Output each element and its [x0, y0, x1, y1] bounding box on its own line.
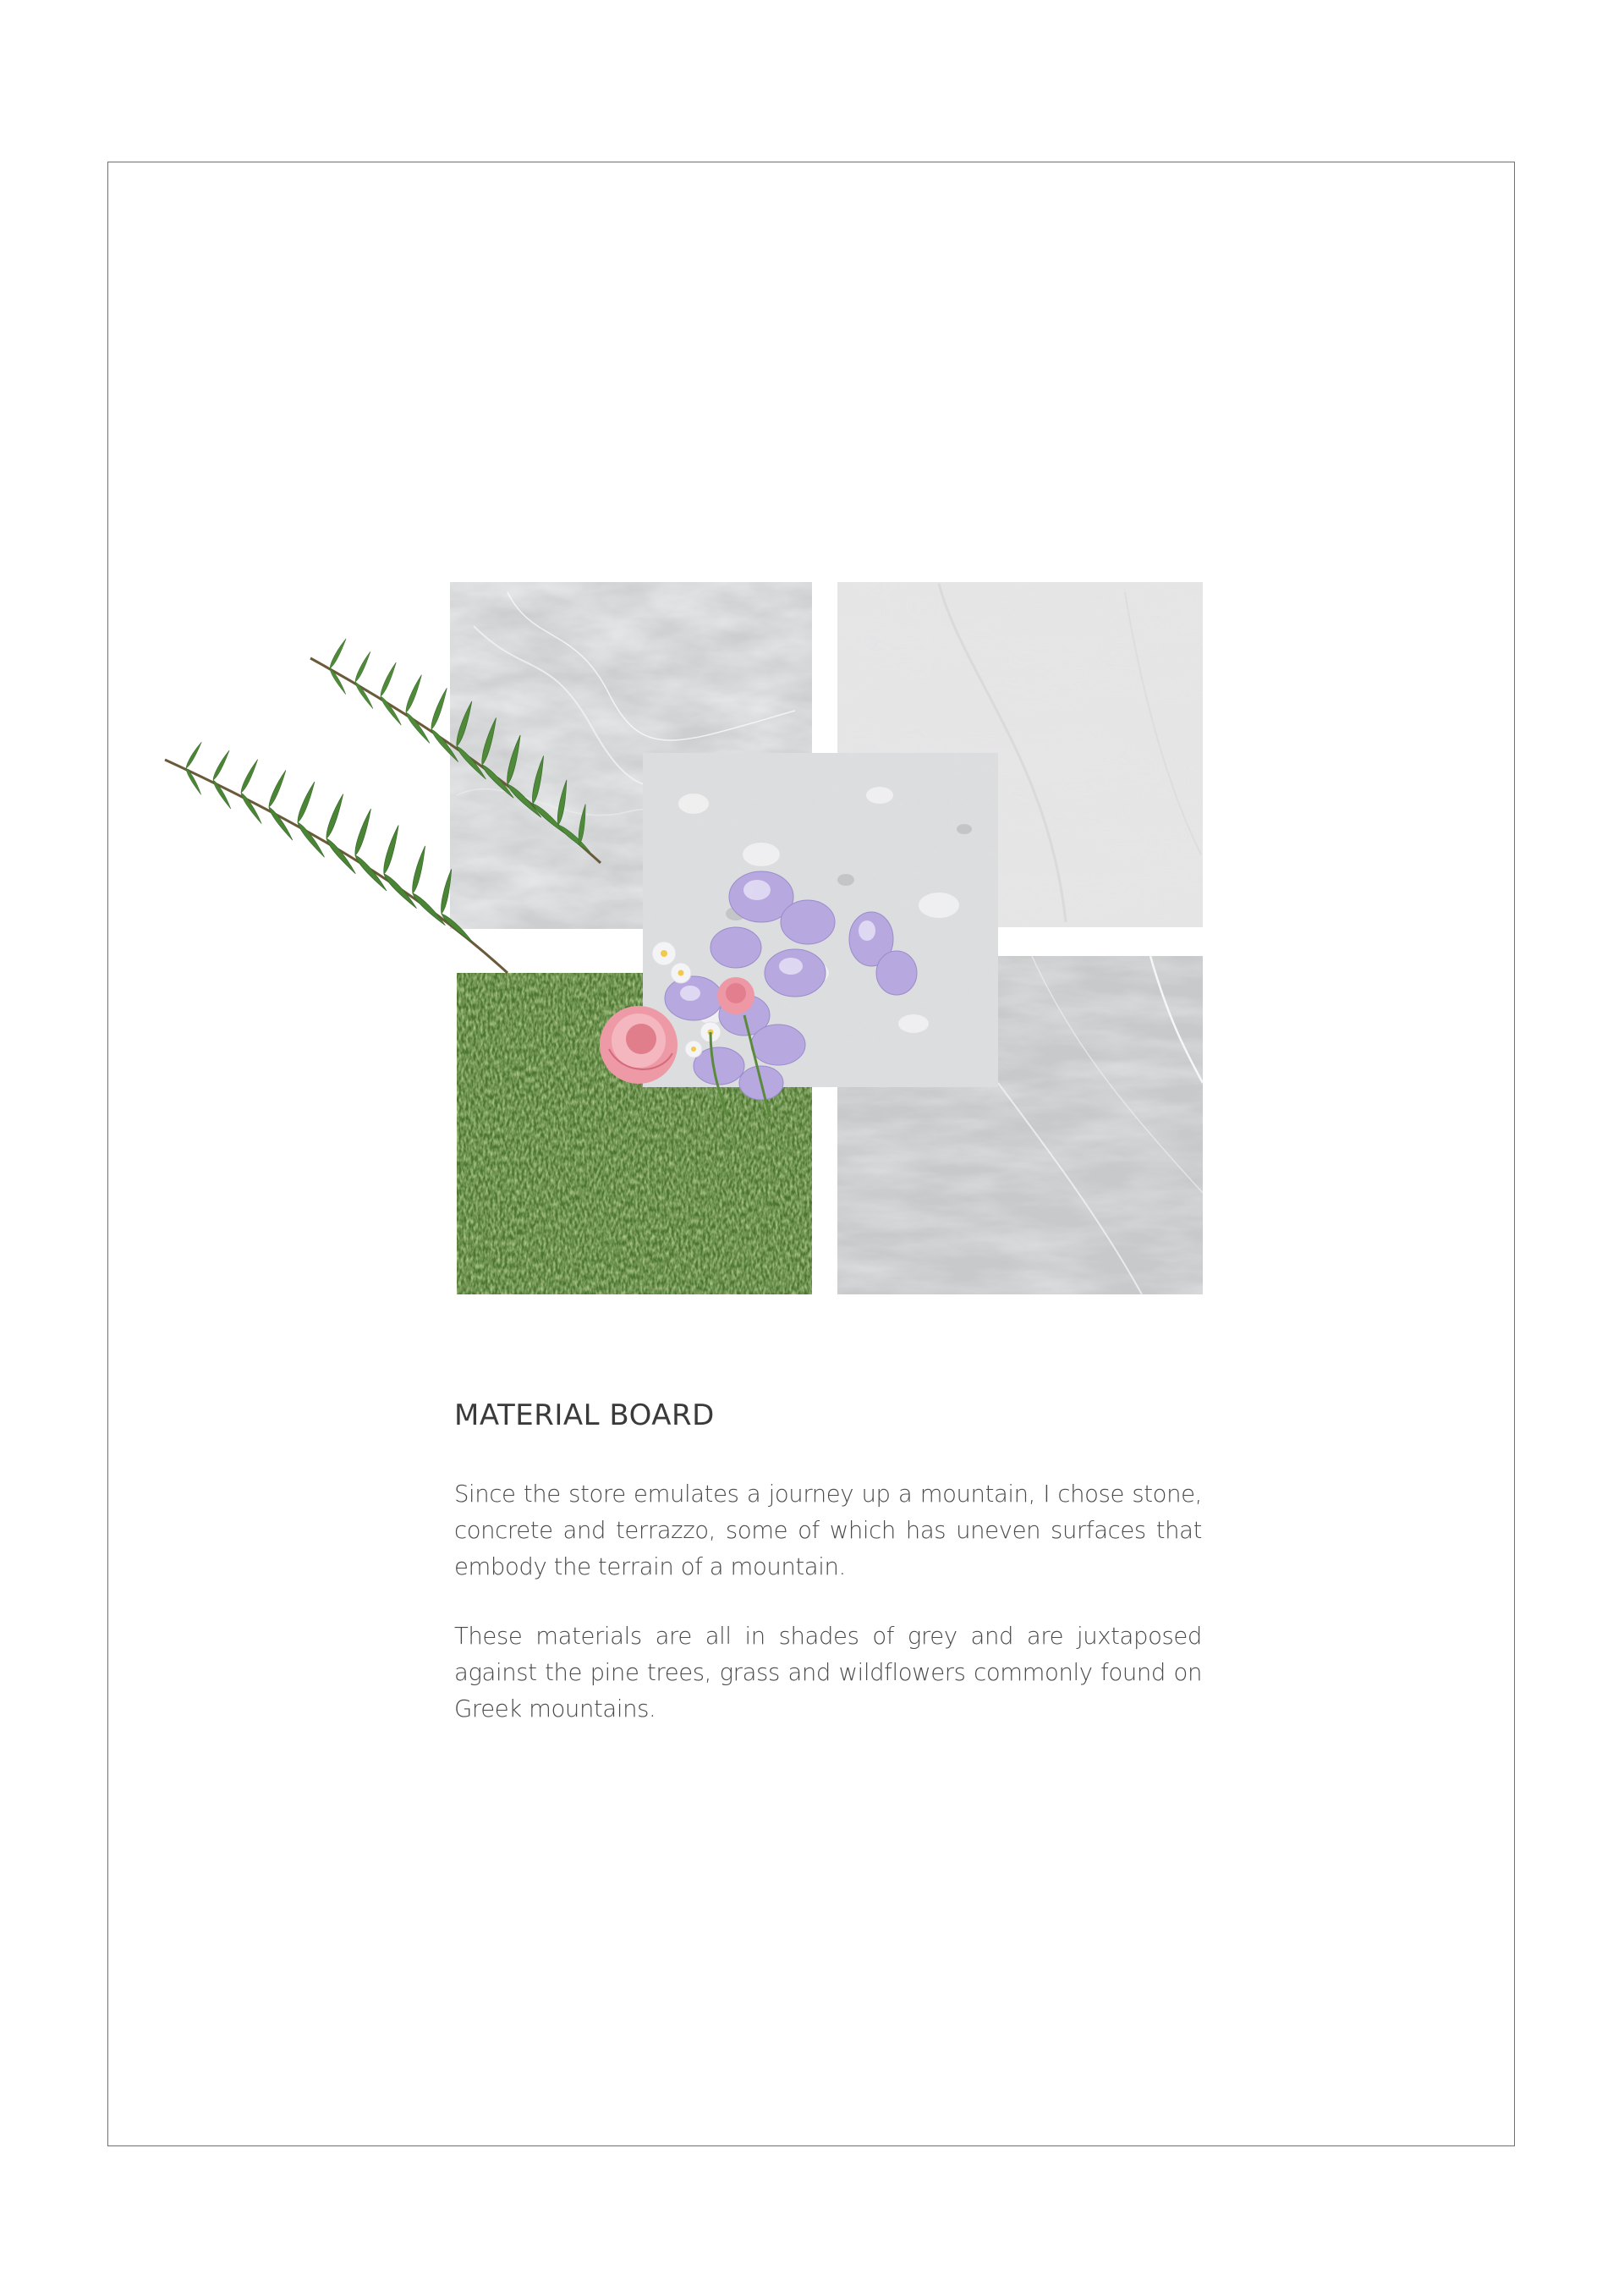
- pink-peony: [600, 1006, 678, 1084]
- section-title: MATERIAL BOARD: [454, 1398, 715, 1432]
- material-board-collage: [152, 575, 1218, 1294]
- paragraph-materials-contrast: These materials are all in shades of grey and are juxtaposed against the pine trees, grass and wildflowers commonly found on Greek mountains.: [454, 1623, 1202, 1722]
- pink-rosebud: [717, 977, 754, 1014]
- paragraph-materials-intro: Since the store emulates a journey up a mountain, I chose stone, concrete and terrazzo, some of which has uneven surfaces that embody the terrain of a mountain.: [454, 1481, 1202, 1580]
